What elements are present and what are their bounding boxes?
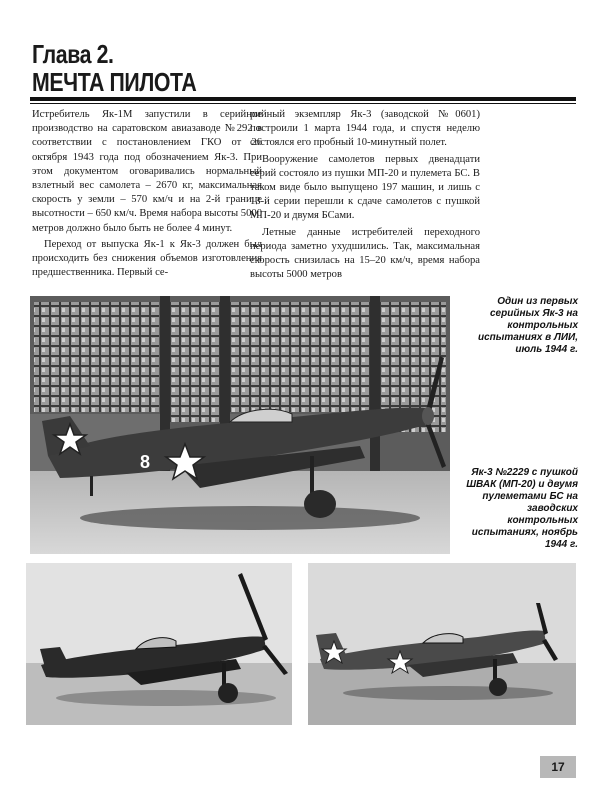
title-rule-thick <box>30 97 576 101</box>
title-rule-thin <box>30 103 576 104</box>
text-column-1 <box>32 108 262 280</box>
paragraph: Переход от выпуска Як-1 к Як-3 должен был происходить без снижения объемов изготовления предшественника. Первый се- <box>32 238 262 279</box>
photo-yak3-left-image <box>26 563 292 725</box>
photo-yak3-2229 <box>308 563 576 725</box>
photo-caption-1: Один из первых серийных Як-3 на контрольных испытаниях в ЛИИ, июль 1944 г. <box>478 296 578 355</box>
tail-number: 8 <box>140 452 151 472</box>
page-number: 17 <box>540 756 576 778</box>
photo-yak3-left <box>26 563 292 725</box>
paragraph: Вооружение самолетов первых двенадцати серий состояло из пушки МП-20 и пулемета БС. В таком виде было выпущено 197 машин, и лишь с 13-й серии перешли к сдаче самолетов с пушкой МП-20 и двумя БСами. <box>250 153 480 222</box>
paragraph: Летные данные истребителей переходного периода заметно ухудшились. Так, максимальная скорость снизилась на 15–20 км/ч, время набора высоты 5000 метров <box>250 226 480 281</box>
chapter-number: Глава 2. <box>32 39 114 69</box>
paragraph: рийный экземпляр Як-3 (заводской №0601) построили 1 марта 1944 года, и спустя неделю состоялся его пробный 10-минутный полет. <box>250 109 480 149</box>
paragraph: Истребитель Як-1М запустили в серийное производство на саратовском авиазаводе №292 в соответствии с постановлением ГКО от 26 октября 1943 года под обозначением Як-3. При этом документом оговаривались нормальный взлетный вес самолета – 2670 кг, максимальная скорость у земли – 570 км/ч и на 2-й границе высотности – 650 км/ч. Время набора высоты 5000 метров должно было быть не более 4 минут. <box>32 109 262 234</box>
photo-yak3-hangar <box>30 296 450 554</box>
photo-yak3-hangar-image <box>30 296 450 554</box>
photo-yak3-2229-image <box>308 563 576 725</box>
text-column-2 <box>250 108 480 282</box>
chapter-title: МЕЧТА ПИЛОТА <box>32 67 197 97</box>
photo-caption-2: Як-3 №2229 с пушкой ШВАК (МП-20) и двумя пулеметами БС на заводских контрольных испытаниях, ноябрь 1944 г. <box>466 467 578 550</box>
